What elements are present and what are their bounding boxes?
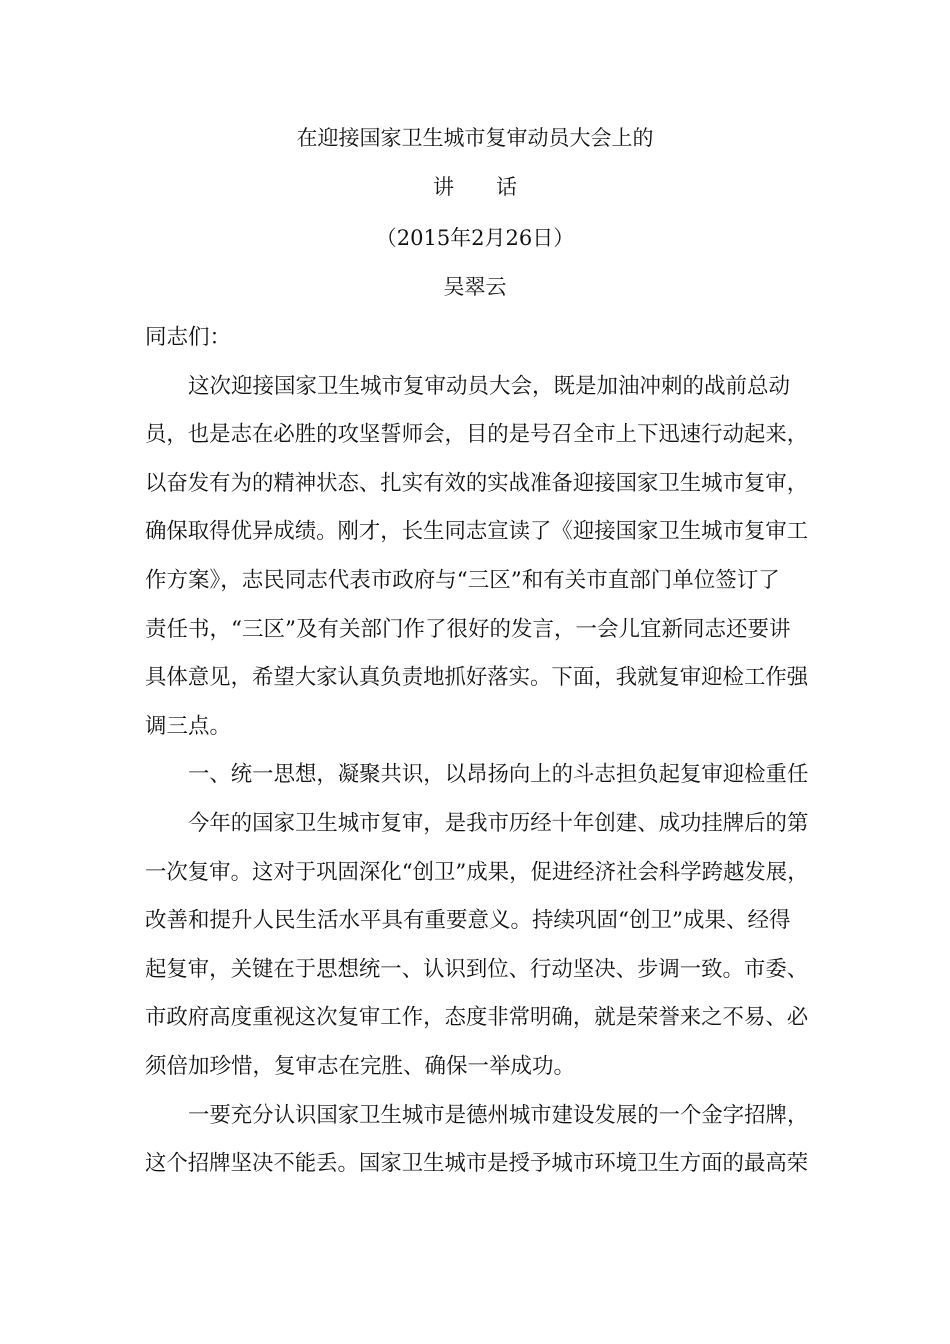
body-line: 具体意见，希望大家认真负责地抓好落实。下面，我就复审迎检工作强 [145,665,809,691]
body-line: 一要充分认识国家卫生城市是德州城市建设发展的一个金字招牌， [188,1102,809,1128]
body-line: 以奋发有为的精神状态、扎实有效的实战准备迎接国家卫生城市复审， [145,470,809,496]
body-line: 改善和提升人民生活水平具有重要意义。持续巩固“创卫”成果、经得 [145,908,791,934]
body-line: 须倍加珍惜，复审志在完胜、确保一举成功。 [145,1053,576,1079]
body-line: 这次迎接国家卫生城市复审动员大会，既是加油冲刺的战前总动 [188,373,791,399]
title-line-2: 讲 话 [433,175,517,199]
title-line-1: 在迎接国家卫生城市复审动员大会上的 [296,126,654,150]
speech-body [145,320,809,1195]
speech-author: 吴翠云 [443,275,507,299]
body-line: 作方案》，志民同志代表市政府与“三区”和有关市直部门单位签订了 [145,567,780,593]
body-line: 一次复审。这对于巩固深化“创卫”成果，促进经济社会科学跨越发展， [145,859,809,885]
section-heading: 一、统一思想，凝聚共识，以昂扬向上的斗志担负起复审迎检重任 [188,762,809,788]
body-line: 调三点。 [145,713,232,739]
body-line: 今年的国家卫生城市复审，是我市历经十年创建、成功挂牌后的第 [188,810,809,836]
body-line: 起复审，关键在于思想统一、认识到位、行动坚决、步调一致。市委、 [145,956,809,982]
body-line: 确保取得优异成绩。刚才，长生同志宣读了《迎接国家卫生城市复审工 [145,519,809,545]
salutation: 同志们： [145,325,232,350]
body-line: 责任书，“三区”及有关部门作了很好的发言，一会儿宜新同志还要讲 [145,616,791,642]
body-line: 员，也是志在必胜的攻坚誓师会，目的是号召全市上下迅速行动起来， [145,422,809,448]
body-line: 市政府高度重视这次复审工作，态度非常明确，就是荣誉来之不易、必 [145,1005,809,1031]
body-line: 这个招牌坚决不能丢。国家卫生城市是授予城市环境卫生方面的最高荣 [145,1151,809,1177]
speech-date: （2015年2月26日） [375,226,575,250]
